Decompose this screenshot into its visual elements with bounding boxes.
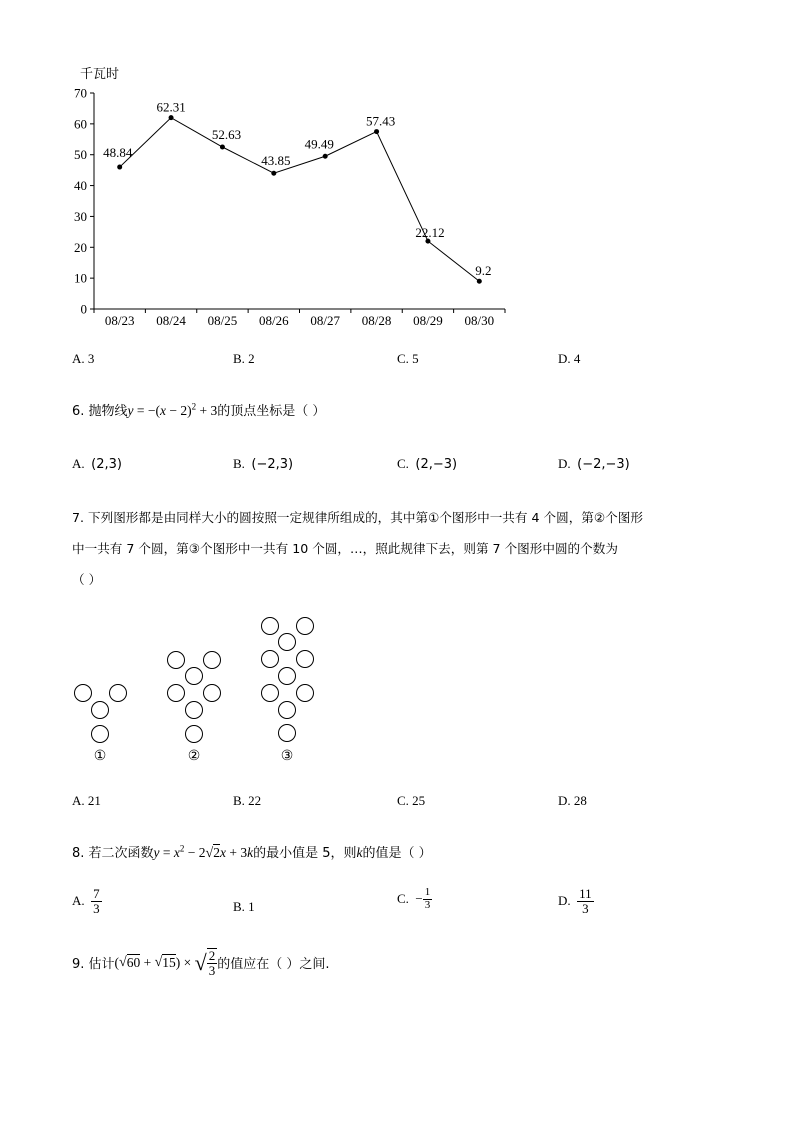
data-label: 57.43 <box>365 113 396 129</box>
question-8 <box>72 842 432 862</box>
q5-option-b[interactable]: B. 2 <box>233 351 255 366</box>
q9-expression: ( √ 60 + √ 15 ) × √ $\frac{2}{3}$ <box>114 948 216 978</box>
line-chart <box>0 60 540 335</box>
q5-option-c[interactable]: C. 5 <box>397 351 419 366</box>
q7-option-a[interactable]: A. 21 <box>72 793 101 808</box>
y-axis-label: 千瓦时 <box>80 67 120 82</box>
y-tick-label: 0 <box>80 301 87 317</box>
data-point <box>477 279 482 284</box>
q9-sqrt-a: 60 <box>126 955 141 971</box>
q7-option-c[interactable]: C. 25 <box>397 793 426 808</box>
series-line <box>120 118 480 282</box>
q8-stem-mid: 的最小值是 5，则 <box>253 846 357 861</box>
q6-option-b[interactable] <box>233 456 293 472</box>
data-point <box>220 145 225 150</box>
q5-option-a[interactable]: A. 3 <box>72 351 95 366</box>
circle <box>297 685 314 702</box>
circle <box>204 685 221 702</box>
data-point <box>271 171 276 176</box>
q6-option-c[interactable] <box>397 456 457 472</box>
circle <box>75 685 92 702</box>
q8-option-a[interactable] <box>72 887 102 915</box>
circle <box>92 726 109 743</box>
circle <box>168 685 185 702</box>
q8-option-a-label: A. <box>72 893 85 909</box>
q7-stem-line-2: 中一共有 7 个圆，第③个图形中一共有 10 个圆，…，照此规律下去，则第 7 个图形中圆的个数为 <box>72 541 618 556</box>
circle <box>262 618 279 635</box>
x-tick-label: 08/23 <box>104 313 135 328</box>
q8-option-a-fraction: $\frac{7}{3}$ <box>93 886 100 916</box>
figure-3-label: ③ <box>280 749 294 764</box>
x-tick-label: 08/29 <box>413 313 443 328</box>
q7-stem-line-3: （ ） <box>72 572 102 587</box>
q8-option-c-fraction: $\frac{1}{3}$ <box>424 886 431 911</box>
q9-fraction: $\frac{2}{3}$ <box>208 948 216 978</box>
y-tick-label: 30 <box>74 208 87 224</box>
circle <box>297 618 314 635</box>
q8-option-d-fraction: $\frac{11}{3}$ <box>579 886 592 916</box>
q6-option-c-label: C. <box>397 456 409 471</box>
circle <box>186 668 203 685</box>
q7-figures <box>60 605 340 775</box>
q6-option-d[interactable] <box>558 456 630 472</box>
circle <box>279 634 296 651</box>
data-label: 62.31 <box>156 99 186 115</box>
data-label: 52.63 <box>211 127 242 142</box>
circle <box>279 668 296 685</box>
figure-2 <box>168 652 221 765</box>
data-label: 22.12 <box>415 225 445 241</box>
q6-option-a[interactable] <box>72 456 122 472</box>
x-tick-label: 08/28 <box>361 313 392 328</box>
q6-option-b-value: (−2,3) <box>251 457 294 472</box>
q8-equation: $y = x^2 - 2√2x + 3k$ <box>153 843 254 861</box>
x-tick-label: 08/30 <box>464 313 495 328</box>
q9-stem-post: 的值应在（ ）之间. <box>217 957 330 973</box>
q6-stem-pre: 6. 抛物线 <box>72 404 128 419</box>
data-point <box>169 115 174 120</box>
circle <box>110 685 127 702</box>
circle <box>92 702 109 719</box>
data-label: 48.84 <box>103 145 133 161</box>
circle <box>297 651 314 668</box>
circle <box>204 652 221 669</box>
q6-option-d-label: D. <box>558 456 571 471</box>
question-6 <box>72 400 325 419</box>
data-label: 9.2 <box>475 263 492 279</box>
circle <box>279 702 296 719</box>
x-tick-label: 08/24 <box>156 313 186 328</box>
x-tick-label: 08/27 <box>310 313 340 328</box>
circle <box>279 725 296 742</box>
data-point <box>117 165 122 170</box>
q5-option-d[interactable]: D. 4 <box>558 351 581 366</box>
x-tick-label: 08/26 <box>259 313 289 328</box>
circle <box>262 685 279 702</box>
data-point <box>323 154 328 159</box>
q8-k-variable: k <box>356 845 363 860</box>
figure-2-label: ② <box>187 749 201 764</box>
circle <box>186 726 203 743</box>
q6-option-a-label: A. <box>72 456 85 471</box>
y-tick-label: 50 <box>74 147 87 163</box>
x-tick-label: 08/25 <box>207 313 238 328</box>
y-tick-label: 70 <box>74 85 87 101</box>
q7-stem-line-1: 7. 下列图形都是由同样大小的圆按照一定规律所组成的，其中第①个图形中一共有 4 个圆，第②个图形 <box>72 510 643 525</box>
circle <box>168 652 185 669</box>
q8-option-d[interactable] <box>558 887 594 915</box>
q8-stem-post: 的值是（ ） <box>362 846 432 861</box>
figure-1 <box>75 685 127 765</box>
y-tick-label: 20 <box>74 239 87 255</box>
question-9 <box>72 948 330 977</box>
data-point <box>374 129 379 134</box>
y-tick-label: 60 <box>74 116 87 132</box>
q6-option-d-value: (−2,−3) <box>577 457 630 472</box>
q8-option-c-label: C. <box>397 891 409 907</box>
q6-equation: $y = -(x - 2)^2 + 3$ <box>127 401 218 418</box>
figure-3 <box>262 618 314 765</box>
circle <box>262 651 279 668</box>
q8-option-b[interactable]: B. 1 <box>233 899 255 914</box>
q8-stem-pre: 8. 若二次函数 <box>72 846 154 861</box>
q6-stem-post: 的顶点坐标是（ ） <box>217 404 326 419</box>
q8-option-c[interactable] <box>397 887 432 911</box>
figure-1-label: ① <box>93 749 107 764</box>
circle <box>186 702 203 719</box>
q8-option-d-label: D. <box>558 893 571 909</box>
q6-option-c-value: (2,−3) <box>415 457 458 472</box>
y-tick-label: 40 <box>74 178 87 194</box>
q7-option-b[interactable]: B. 22 <box>233 793 262 808</box>
y-tick-label: 10 <box>74 270 87 286</box>
q8-option-c-sign: − <box>415 891 423 907</box>
q6-option-a-value: (2,3) <box>91 457 122 472</box>
data-label: 49.49 <box>304 136 334 152</box>
q7-option-d[interactable]: D. 28 <box>558 793 587 808</box>
data-label: 43.85 <box>261 153 291 169</box>
q9-stem-pre: 9. 估计 <box>72 957 115 973</box>
q6-option-b-label: B. <box>233 456 245 471</box>
q9-sqrt-b: 15 <box>162 955 176 971</box>
